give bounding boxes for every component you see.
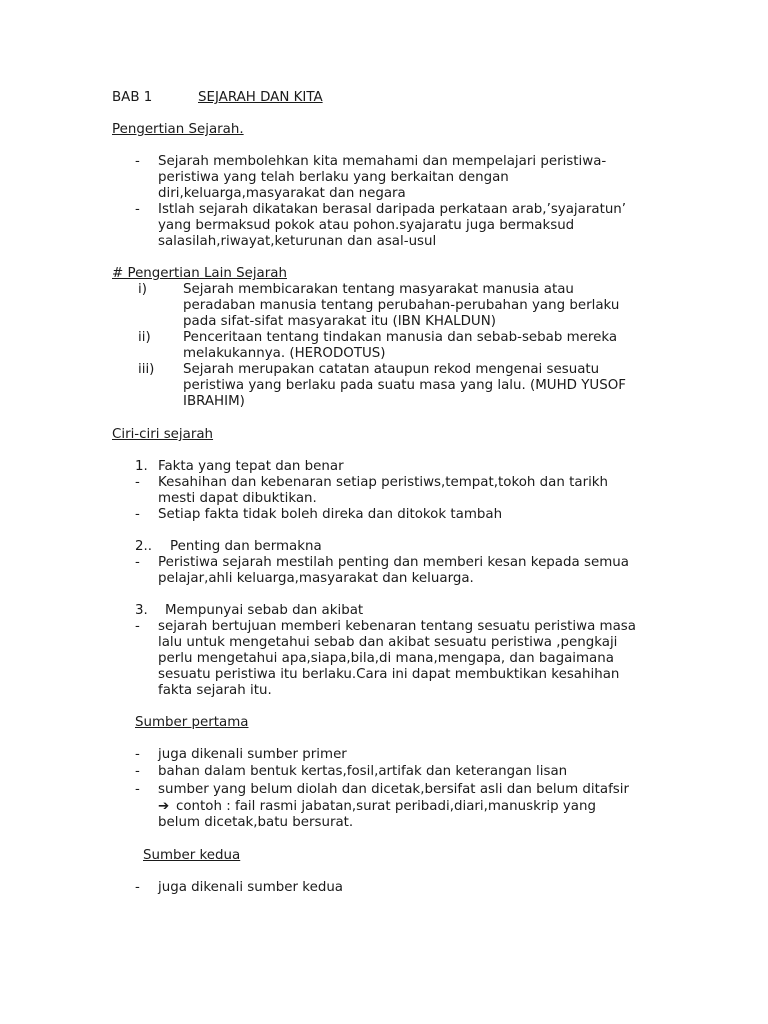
list-bullet: -	[135, 507, 140, 522]
list-item-line: fakta sejarah itu.	[158, 683, 272, 698]
list-item-line: bahan dalam bentuk kertas,fosil,artifak dan keterangan lisan	[158, 764, 568, 779]
list-bullet: -	[135, 555, 140, 570]
ciri-number: 3.	[135, 603, 148, 618]
ciri-title: Penting dan bermakna	[170, 539, 322, 554]
list-bullet: -	[135, 619, 140, 634]
list-item-line: Istlah sejarah dikatakan berasal daripada perkataan arab,’syajaratun’	[158, 202, 627, 217]
list-item-line: Penceritaan tentang tindakan manusia dan sebab-sebab mereka	[183, 330, 618, 345]
list-numeral: ii)	[138, 330, 151, 345]
list-item-line: Peristiwa sejarah mestilah penting dan memberi kesan kepada semua	[158, 555, 629, 570]
list-item-line: Kesahihan dan kebenaran setiap peristiws,tempat,tokoh dan tarikh	[158, 475, 609, 490]
list-item-line: sesuatu peristiwa itu berlaku.Cara ini dapat membuktikan kesahihan	[158, 667, 620, 682]
list-item-line: pada sifat-sifat masyarakat itu (IBN KHALDUN)	[183, 314, 496, 329]
list-item-line: Sejarah merupakan catatan ataupun rekod mengenai sesuatu	[183, 362, 600, 377]
list-item-line: pelajar,ahli keluarga,masyarakat dan keluarga.	[158, 571, 474, 586]
list-item-line: mesti dapat dibuktikan.	[158, 491, 317, 506]
section-heading-pengertian: Pengertian Sejarah.	[112, 122, 244, 137]
section-heading-sumber-kedua: Sumber kedua	[143, 848, 241, 863]
list-item-line: peradaban manusia tentang perubahan-perubahan yang berlaku	[183, 298, 620, 313]
example-line: contoh : fail rasmi jabatan,surat peribadi,diari,manuskrip yang	[176, 799, 596, 814]
ciri-title: Fakta yang tepat dan benar	[158, 459, 344, 474]
section-heading-sumber-pertama: Sumber pertama	[135, 715, 249, 730]
list-item-line: lalu untuk mengetahui sebab dan akibat sesuatu peristiwa ,pengkaji	[158, 635, 618, 650]
list-bullet: -	[135, 747, 140, 762]
ciri-title: Mempunyai sebab dan akibat	[165, 603, 364, 618]
list-item-line: diri,keluarga,masyarakat dan negara	[158, 186, 406, 201]
ciri-number: 2..	[135, 539, 153, 554]
arrow-right-icon: ➔	[158, 799, 170, 814]
list-bullet: -	[135, 154, 140, 169]
list-item-line: juga dikenali sumber kedua	[158, 880, 344, 895]
list-item-line: juga dikenali sumber primer	[158, 747, 347, 762]
chapter-number: BAB 1	[112, 90, 153, 105]
section-heading-ciri: Ciri-ciri sejarah	[112, 427, 214, 442]
list-item-line: sejarah bertujuan memberi kebenaran tentang sesuatu peristiwa masa	[158, 619, 636, 634]
list-item-line: peristiwa yang telah berlaku yang berkaitan dengan	[158, 170, 509, 185]
chapter-title: SEJARAH DAN KITA	[198, 90, 323, 105]
list-item-line: yang bermaksud pokok atau pohon.syajaratu juga bermaksud	[158, 218, 575, 233]
list-item-line: salasilah,riwayat,keturunan dan asal-usul	[158, 234, 437, 249]
list-item-line: Sejarah membolehkan kita memahami dan mempelajari peristiwa-	[158, 154, 607, 169]
list-item-line: IBRAHIM)	[183, 394, 245, 409]
list-item-line: sumber yang belum diolah dan dicetak,bersifat asli dan belum ditafsir	[158, 782, 629, 797]
list-bullet: -	[135, 475, 140, 490]
list-bullet: -	[135, 202, 140, 217]
list-item-line: Sejarah membicarakan tentang masyarakat manusia atau	[183, 282, 574, 297]
example-line: belum dicetak,batu bersurat.	[158, 815, 354, 830]
list-item-line: perlu mengetahui apa,siapa,bila,di mana,mengapa, dan bagaimana	[158, 651, 614, 666]
list-item-line: Setiap fakta tidak boleh direka dan ditokok tambah	[158, 507, 503, 522]
list-bullet: -	[135, 782, 140, 797]
list-bullet: -	[135, 880, 140, 895]
ciri-number: 1.	[135, 459, 148, 474]
list-bullet: -	[135, 764, 140, 779]
list-item-line: peristiwa yang berlaku pada suatu masa yang lalu. (MUHD YUSOF	[183, 378, 626, 393]
section-heading-lain: # Pengertian Lain Sejarah	[112, 266, 287, 281]
list-numeral: i)	[138, 282, 147, 297]
list-numeral: iii)	[138, 362, 155, 377]
list-item-line: melakukannya. (HERODOTUS)	[183, 346, 386, 361]
